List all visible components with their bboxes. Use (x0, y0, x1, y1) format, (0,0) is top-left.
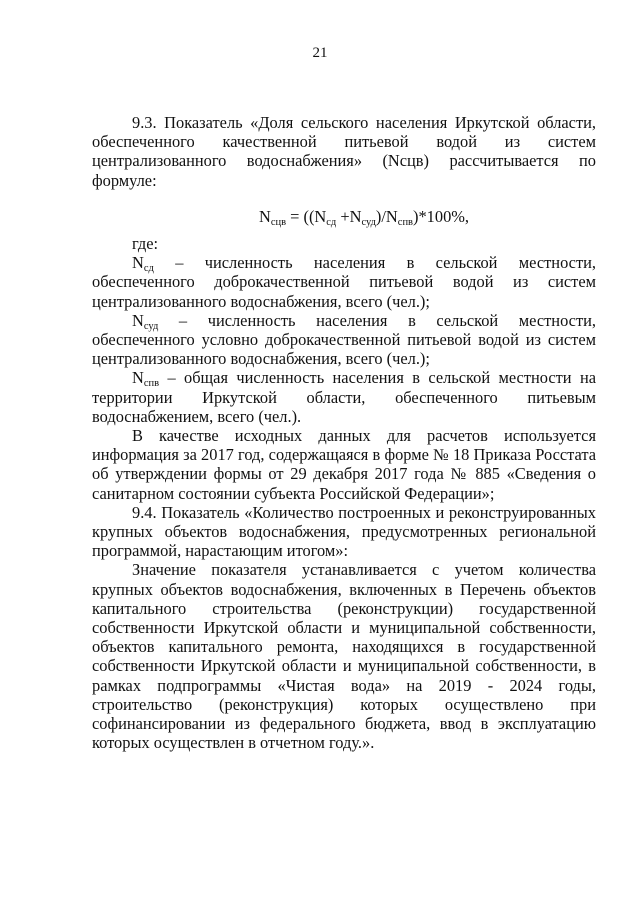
def2-symbol: N (132, 310, 144, 330)
def2-text: – численность населения в сельской местности, обеспеченного условно доброкачественной питьевой водой из систем централизованного водоснабжения, всего (чел.); (92, 310, 596, 369)
paragraph-indicator-value: Значение показателя устанавливается с учетом количества крупных объектов водоснабжения, включенных в Перечень объектов капитального строительства (реконструкции) государственной собственности Иркутской области и муниципальной собственности, объектов капитального ремонта, находящихся в государственной собственности Иркутской области и муниципальной собственности, в рамках подпрограммы «Чистая вода» на 2019 - 2024 годы, строительство (реконструкция) которых осуществлено при софинансировании из федерального бюджета, ввод в эксплуатацию которых осуществлен в отчетном году.». (92, 560, 596, 753)
formula-sub-sud: суд (361, 216, 376, 228)
paragraph-9-4: 9.4. Показатель «Количество построенных и реконструированных крупных объектов водоснабжения, предусмотренных региональной программой, нарастающим итогом»: (92, 502, 596, 561)
formula-plus: +N (336, 206, 362, 226)
paragraph-9-3: 9.3. Показатель «Доля сельского населения Иркутской области, обеспеченного качественной питьевой водой из систем централизованного водоснабжения» (Nсцв) рассчитывается по формуле: (92, 113, 596, 190)
formula-sub-scv: сцв (270, 216, 287, 228)
formula-n: N (258, 206, 271, 226)
def1-sub: сд (143, 263, 154, 275)
def1-symbol: N (132, 253, 144, 273)
paragraph-source-data: В качестве исходных данных для расчетов используется информация за 2017 год, содержащаяся в форме № 18 Приказа Росстата об утверждении формы от 29 декабря 2017 года № 885 «Сведения о санитарном состоянии субъекта Российской Федерации»; (92, 426, 596, 503)
document-body (92, 113, 596, 753)
formula (132, 207, 596, 226)
def3-symbol: N (132, 368, 144, 388)
def2-sub: суд (143, 320, 159, 332)
formula-sub-sd: сд (326, 216, 337, 228)
definition-nsd (92, 253, 596, 311)
def1-text: – численность населения в сельской местности, обеспеченного доброкачественной питьевой водой из систем централизованного водоснабжения, всего (чел.); (92, 253, 596, 311)
definition-nspv (92, 368, 596, 426)
formula-div: )/N (375, 206, 398, 226)
where-label: где: (132, 234, 159, 254)
page-number: 21 (312, 45, 328, 61)
formula-tail: )*100%, (413, 206, 470, 226)
formula-sub-spv: спв (397, 216, 414, 228)
formula-eq: = ((N (286, 206, 327, 226)
def3-sub: спв (143, 378, 160, 390)
definition-nsud (92, 311, 596, 369)
def3-text: – общая численность населения в сельской местности на территории Иркутской области, обеспеченного питьевым водоснабжением, всего (чел.). (92, 368, 596, 426)
